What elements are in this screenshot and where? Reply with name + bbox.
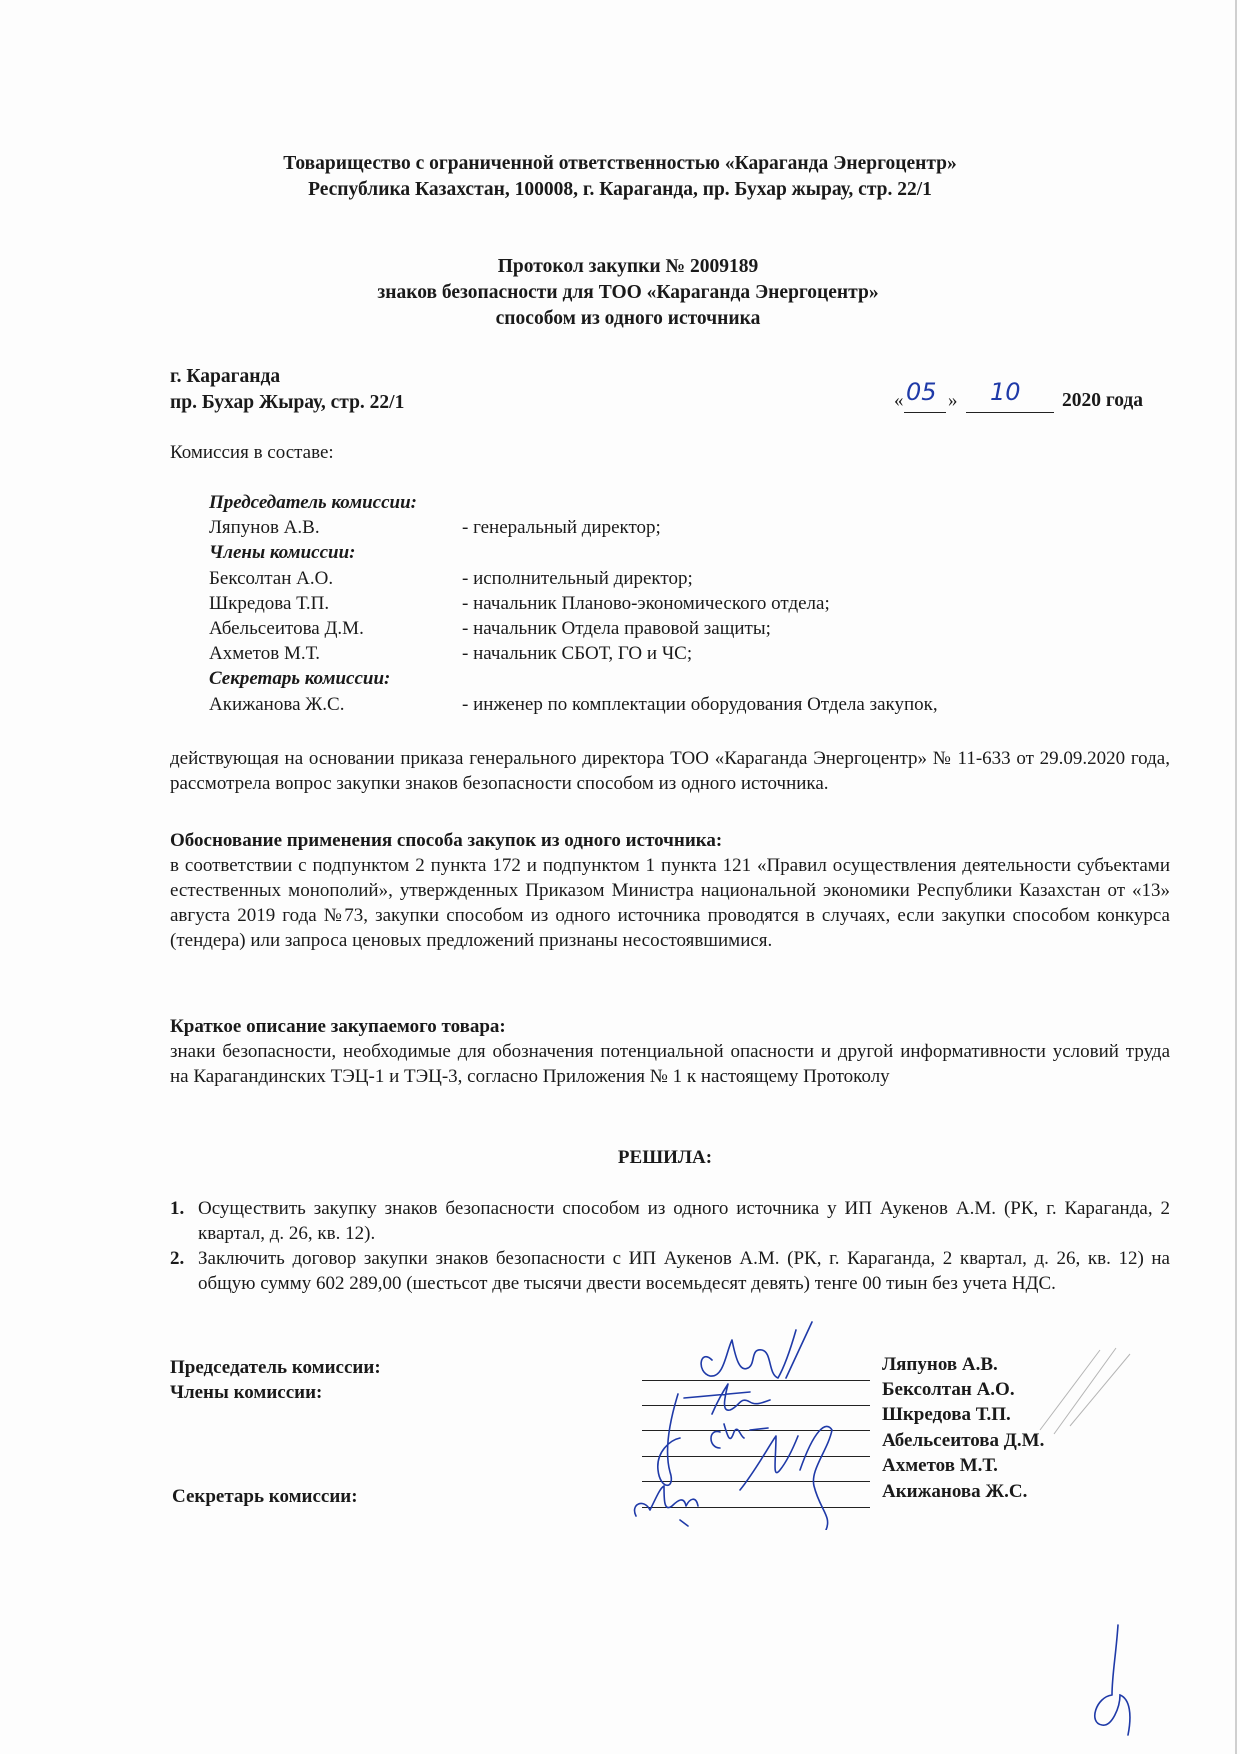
protocol-title: Протокол закупки № 2009189 bbox=[497, 256, 759, 277]
date-day-underline bbox=[904, 412, 946, 413]
org-name: Товарищество с ограниченной ответственностью «Караганда Энергоцентр» bbox=[283, 153, 957, 174]
member-role: - начальник Планово-экономического отдела; bbox=[462, 593, 830, 614]
date-year: 2020 года bbox=[1062, 390, 1144, 411]
chair-label: Председатель комиссии: bbox=[209, 492, 417, 513]
secretary-role: - инженер по комплектации оборудования Отдела закупок, bbox=[462, 694, 938, 715]
date-close-quote: » bbox=[948, 390, 958, 411]
signatory-name: Ахметов М.Т. bbox=[882, 1455, 998, 1476]
basis-paragraph: действующая на основании приказа генерального директора ТОО «Караганда Энергоцентр» № 11-633 от 29.09.2020 года, рассмотрела вопрос закупки знаков безопасности способом из одного источника. bbox=[170, 748, 1170, 794]
signature-member-1 bbox=[684, 1384, 770, 1414]
member-name: Бексолтан А.О. bbox=[209, 568, 334, 589]
member-name: Ахметов М.Т. bbox=[209, 643, 321, 664]
sign-secretary-label: Секретарь комиссии: bbox=[172, 1486, 358, 1507]
chair-name: Ляпунов А.В. bbox=[209, 517, 320, 538]
place-city: г. Караганда bbox=[170, 366, 281, 387]
protocol-date bbox=[894, 380, 1164, 420]
place-street: пр. Бухар Жырау, стр. 22/1 bbox=[170, 392, 405, 413]
commission-intro: Комиссия в составе: bbox=[170, 442, 334, 463]
sign-chair-label: Председатель комиссии: bbox=[170, 1357, 381, 1378]
signatory-name: Акижанова Ж.С. bbox=[882, 1481, 1028, 1502]
signatory-name: Шкредова Т.П. bbox=[882, 1404, 1011, 1425]
secretary-label: Секретарь комиссии: bbox=[209, 668, 391, 689]
protocol-subject: знаков безопасности для ТОО «Караганда Энергоцентр» bbox=[377, 282, 879, 303]
pencil-marks bbox=[1030, 1330, 1150, 1440]
justification-text: в соответствии с подпунктом 2 пункта 172 и подпунктом 1 пункта 121 «Правил осуществления деятельности субъектами естественных монополий», утвержденных Приказом Министра национальной экономики Республики Казахстан от «13» августа 2019 года №73, закупки способом из одного источника проводятся в случаях, если закупки способом конкурса (тендера) или запроса ценовых предложений признаны несостоявшимися. bbox=[170, 855, 1170, 951]
protocol-method: способом из одного источника bbox=[495, 308, 761, 329]
decision-list bbox=[170, 1196, 1170, 1296]
members-label: Члены комиссии: bbox=[209, 542, 356, 563]
date-month-handwritten: 10 bbox=[990, 378, 1021, 406]
signature-member-2 bbox=[658, 1394, 680, 1485]
signature-secretary bbox=[635, 1486, 698, 1526]
signatory-name: Абельсеитова Д.М. bbox=[882, 1430, 1045, 1451]
org-address: Республика Казахстан, 100008, г. Караганда, пр. Бухар жырау, стр. 22/1 bbox=[308, 179, 932, 200]
description-text: знаки безопасности, необходимые для обозначения потенциальной опасности и другой информативности условий труда на Карагандинских ТЭЦ-1 и ТЭЦ-3, согласно Приложения № 1 к настоящему Протоколу bbox=[170, 1041, 1170, 1087]
date-open-quote: « bbox=[894, 390, 904, 411]
description-heading: Краткое описание закупаемого товара: bbox=[170, 1016, 506, 1037]
decision-item bbox=[170, 1246, 1170, 1296]
signatory-name: Ляпунов А.В. bbox=[882, 1354, 998, 1375]
member-role: - исполнительный директор; bbox=[462, 568, 693, 589]
handwritten-signatures bbox=[600, 1320, 900, 1530]
page-initial-signature bbox=[1090, 1615, 1150, 1745]
date-day-handwritten: 05 bbox=[906, 378, 937, 406]
decision-item-number: 1. bbox=[170, 1198, 185, 1219]
member-name: Абельсеитова Д.М. bbox=[209, 618, 364, 639]
sign-members-label: Члены комиссии: bbox=[170, 1382, 323, 1403]
decision-item-text: Осуществить закупку знаков безопасности способом из одного источника у ИП Аукенов А.М. (РК, г. Караганда, 2 квартал, д. 26, кв. 12). bbox=[198, 1198, 1170, 1244]
decision-item-text: Заключить договор закупки знаков безопасности с ИП Аукенов А.М. (РК, г. Караганда, 2 квартал, д. 26, кв. 12) на общую сумму 602 289,00 (шестьсот две тысячи двести восемьдесят девять) тенге 00 тиын без учета НДС. bbox=[198, 1248, 1170, 1294]
decision-heading: РЕШИЛА: bbox=[617, 1147, 713, 1168]
decision-item-number: 2. bbox=[170, 1248, 185, 1269]
signature-member-4 bbox=[740, 1426, 832, 1530]
date-month-underline bbox=[966, 412, 1054, 413]
justification-heading: Обоснование применения способа закупок из одного источника: bbox=[170, 830, 723, 851]
signatory-name: Бексолтан А.О. bbox=[882, 1379, 1015, 1400]
signature-chair bbox=[701, 1322, 812, 1378]
signature-member-3 bbox=[711, 1424, 768, 1448]
member-role: - начальник СБОТ, ГО и ЧС; bbox=[462, 643, 693, 664]
decision-item bbox=[170, 1196, 1170, 1246]
member-name: Шкредова Т.П. bbox=[209, 593, 330, 614]
member-role: - начальник Отдела правовой защиты; bbox=[462, 618, 771, 639]
secretary-name: Акижанова Ж.С. bbox=[209, 694, 345, 715]
chair-role: - генеральный директор; bbox=[462, 517, 661, 538]
